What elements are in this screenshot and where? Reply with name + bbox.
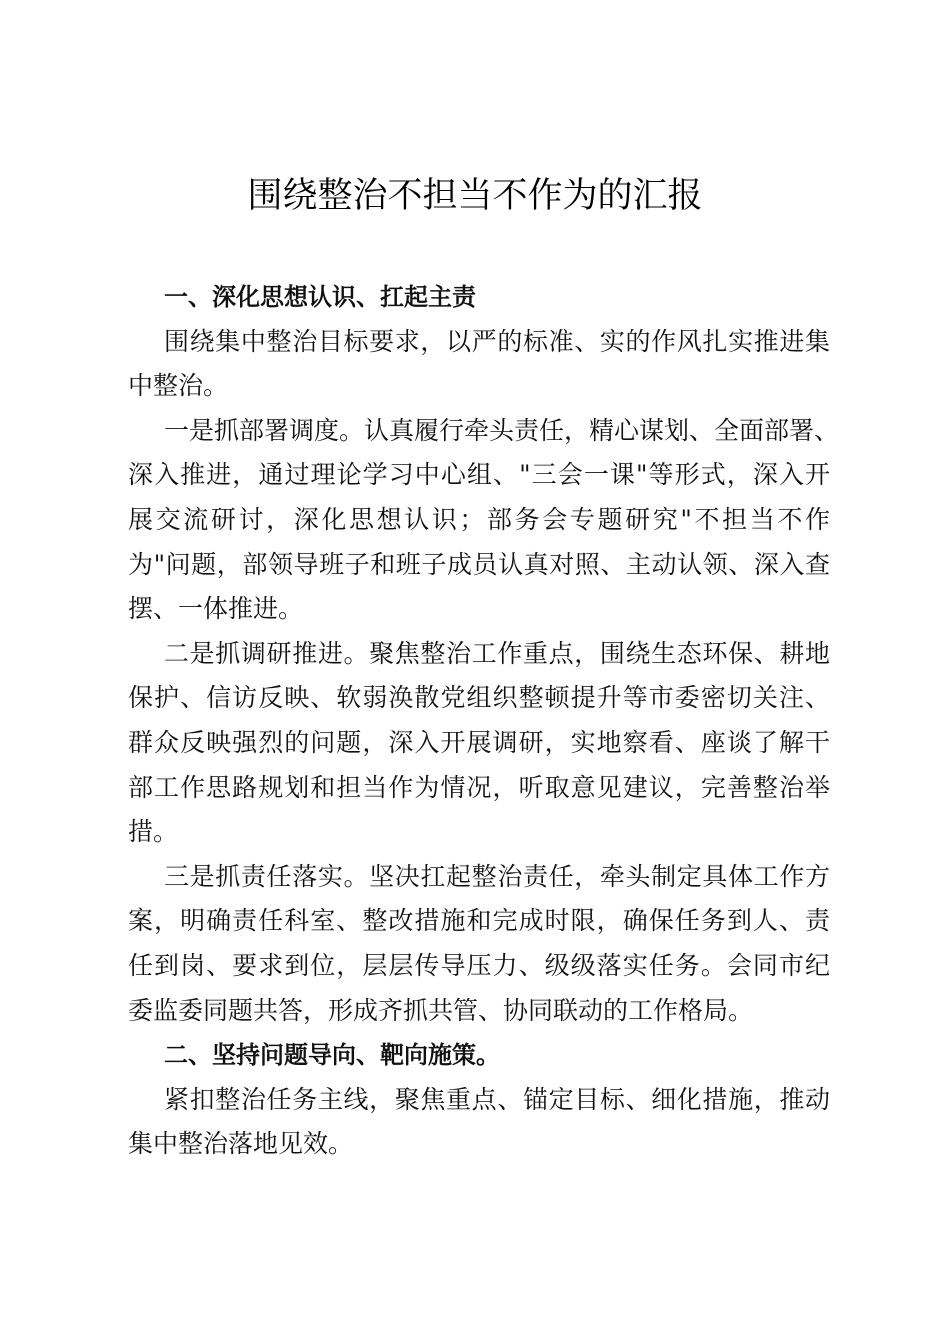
paragraph-responsibility xyxy=(128,855,830,1033)
section-heading-1: 一、深化思想认识、扛起主责 xyxy=(164,283,476,311)
paragraph-line: 围绕集中整治目标要求，以严的标准、实的作风扎实推进集 xyxy=(164,326,830,356)
paragraph-line: 三是抓责任落实。坚决扛起整治责任，牵头制定具体工作方 xyxy=(164,861,830,891)
paragraph-line: 保护、信访反映、软弱涣散党组织整顿提升等市委密切关注、 xyxy=(128,683,830,713)
paragraph-line: 一是抓部署调度。认真履行牵头责任，精心谋划、全面部署、 xyxy=(164,415,840,445)
paragraph-line: 群众反映强烈的问题，深入开展调研，实地察看、座谈了解干 xyxy=(128,727,830,757)
paragraph-line: 为"问题，部领导班子和班子成员认真对照、主动认领、深入查 xyxy=(128,549,830,579)
paragraph-targeted-measures xyxy=(128,1078,830,1167)
paragraph-research xyxy=(128,632,830,855)
paragraph-line: 深入推进，通过理论学习中心组、"三会一课"等形式，深入开 xyxy=(128,460,830,490)
paragraph-line: 中整治。 xyxy=(128,371,229,401)
section-heading-2: 二、坚持问题导向、靶向施策。 xyxy=(164,1041,500,1070)
paragraph-line: 委监委同题共答，形成齐抓共管、协同联动的工作格局。 xyxy=(128,995,754,1025)
paragraph-line: 任到岗、要求到位，层层传导压力、级级落实任务。会同市纪 xyxy=(128,950,830,980)
paragraph-line: 紧扣整治任务主线，聚焦重点、锚定目标、细化措施，推动 xyxy=(164,1084,830,1114)
paragraph-line: 展交流研讨，深化思想认识；部务会专题研究"不担当不作 xyxy=(128,504,830,534)
paragraph-line: 部工作思路规划和担当作为情况，听取意见建议，完善整治举 xyxy=(128,772,830,802)
document-body xyxy=(128,275,840,1167)
paragraph-line: 案，明确责任科室、整改措施和完成时限，确保任务到人、责 xyxy=(128,906,830,936)
document-title: 围绕整治不担当不作为的汇报 xyxy=(247,176,703,216)
paragraph-deployment xyxy=(128,409,840,632)
paragraph-line: 二是抓调研推进。聚焦整治工作重点，围绕生态环保、耕地 xyxy=(164,638,830,668)
paragraph-line: 集中整治落地见效。 xyxy=(128,1129,354,1159)
paragraph-line: 摆、一体推进。 xyxy=(128,594,304,624)
paragraph-line: 措。 xyxy=(128,817,179,847)
paragraph-intro xyxy=(128,320,830,409)
